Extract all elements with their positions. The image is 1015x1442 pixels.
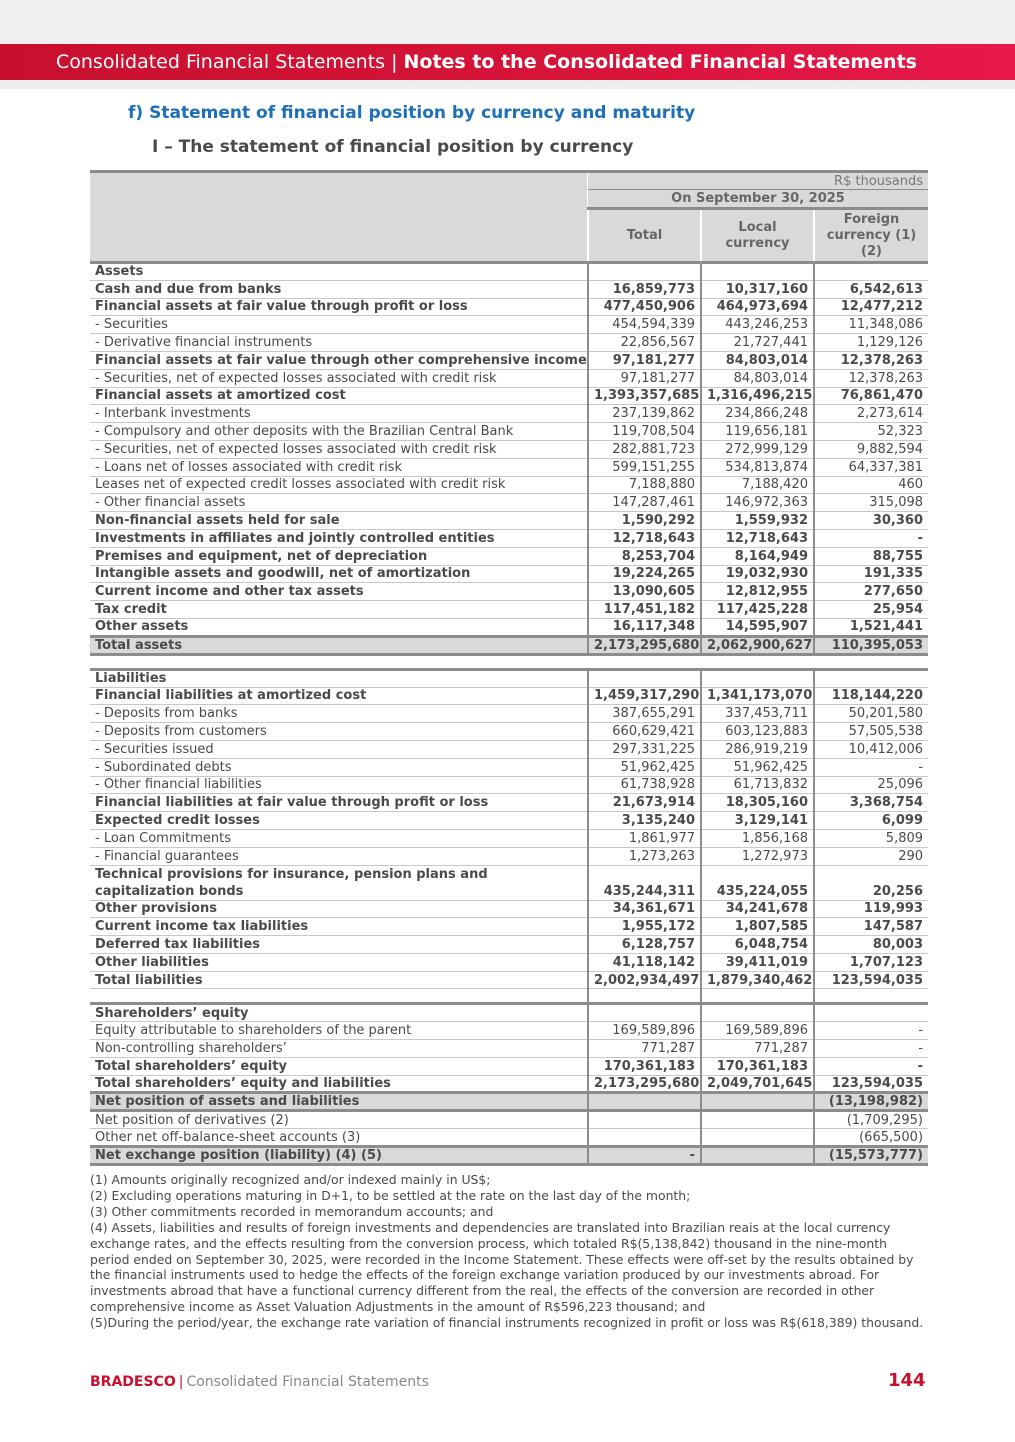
table-row bbox=[90, 1093, 928, 1111]
table-row bbox=[90, 829, 928, 847]
row-label: Investments in affiliates and jointly controlled entities bbox=[90, 529, 588, 547]
cell-foreign: 64,337,381 bbox=[814, 458, 928, 476]
cell-local: 7,188,420 bbox=[701, 476, 814, 494]
cell-local: 771,287 bbox=[701, 1040, 814, 1058]
cell-local: 1,316,496,215 bbox=[701, 387, 814, 405]
section-title bbox=[128, 103, 695, 123]
table-row bbox=[90, 918, 928, 936]
table-row bbox=[90, 723, 928, 741]
table-row bbox=[90, 971, 928, 989]
section-title-text: Statement of financial position by currency and maturity bbox=[149, 103, 696, 123]
sub-title: I – The statement of financial position by currency bbox=[152, 137, 634, 157]
cell-total: 21,673,914 bbox=[588, 794, 701, 812]
cell-local: 337,453,711 bbox=[701, 705, 814, 723]
cell-total: 147,287,461 bbox=[588, 494, 701, 512]
cell-total: 97,181,277 bbox=[588, 369, 701, 387]
table-row bbox=[90, 812, 928, 830]
cell-local: 8,164,949 bbox=[701, 547, 814, 565]
spacer-cell bbox=[90, 989, 588, 1004]
row-label: - Securities, net of expected losses associated with credit risk bbox=[90, 369, 588, 387]
cell-local: 2,049,701,645 bbox=[701, 1075, 814, 1093]
table-row bbox=[90, 865, 928, 900]
row-label: Net position of derivatives (2) bbox=[90, 1111, 588, 1129]
footnote: (5)During the period/year, the exchange rate variation of financial instruments recognized in profit or loss was R$(618,389) thousand. bbox=[90, 1315, 924, 1331]
cell-local: 19,032,930 bbox=[701, 565, 814, 583]
table-row bbox=[90, 669, 928, 687]
cell-local: 464,973,694 bbox=[701, 298, 814, 316]
cell-foreign: 80,003 bbox=[814, 936, 928, 954]
cell-local: 1,856,168 bbox=[701, 829, 814, 847]
table-row bbox=[90, 565, 928, 583]
cell-local bbox=[701, 1111, 814, 1129]
spacer-cell bbox=[588, 989, 701, 1004]
table-row bbox=[90, 529, 928, 547]
cell-local: 18,305,160 bbox=[701, 794, 814, 812]
table-row bbox=[90, 476, 928, 494]
cell-foreign: 1,129,126 bbox=[814, 334, 928, 352]
cell-total: 170,361,183 bbox=[588, 1057, 701, 1075]
cell-total: 435,244,311 bbox=[588, 865, 701, 900]
table-row bbox=[90, 423, 928, 441]
cell-foreign: 123,594,035 bbox=[814, 971, 928, 989]
cell-foreign: 12,378,263 bbox=[814, 351, 928, 369]
cell-total: 97,181,277 bbox=[588, 351, 701, 369]
cell-local: 10,317,160 bbox=[701, 280, 814, 298]
cell-total: 2,173,295,680 bbox=[588, 636, 701, 654]
row-label: - Deposits from customers bbox=[90, 723, 588, 741]
cell-foreign: 12,477,212 bbox=[814, 298, 928, 316]
spacer-cell bbox=[90, 654, 588, 669]
cell-local: 84,803,014 bbox=[701, 369, 814, 387]
row-label: Other assets bbox=[90, 618, 588, 636]
table-row bbox=[90, 351, 928, 369]
footer-separator: | bbox=[178, 1374, 184, 1390]
cell-foreign: 3,368,754 bbox=[814, 794, 928, 812]
cell-foreign: 6,542,613 bbox=[814, 280, 928, 298]
cell-local: 12,812,955 bbox=[701, 583, 814, 601]
row-label: - Financial guarantees bbox=[90, 847, 588, 865]
cell-total: 16,859,773 bbox=[588, 280, 701, 298]
cell-foreign: 460 bbox=[814, 476, 928, 494]
cell-total bbox=[588, 1111, 701, 1129]
cell-total: 771,287 bbox=[588, 1040, 701, 1058]
cell-local: 1,807,585 bbox=[701, 918, 814, 936]
unit-row bbox=[90, 172, 928, 190]
cell-local bbox=[701, 1147, 814, 1165]
table-row bbox=[90, 512, 928, 530]
cell-local: 6,048,754 bbox=[701, 936, 814, 954]
cell-total: 282,881,723 bbox=[588, 440, 701, 458]
row-label: - Interbank investments bbox=[90, 405, 588, 423]
cell-local bbox=[701, 1129, 814, 1147]
row-label: - Loans net of losses associated with credit risk bbox=[90, 458, 588, 476]
cell-total: 237,139,862 bbox=[588, 405, 701, 423]
cell-local: 286,919,219 bbox=[701, 740, 814, 758]
table-row bbox=[90, 280, 928, 298]
table-row bbox=[90, 547, 928, 565]
header-section: Consolidated Financial Statements bbox=[56, 51, 386, 73]
cell-local bbox=[701, 1004, 814, 1022]
col-header-foreign: Foreign currency (1) (2) bbox=[814, 209, 928, 263]
col-header-total: Total bbox=[588, 209, 701, 263]
cell-local: 117,425,228 bbox=[701, 601, 814, 619]
table-row bbox=[90, 705, 928, 723]
under-strip bbox=[0, 80, 1015, 89]
cell-total: 1,590,292 bbox=[588, 512, 701, 530]
row-label: Other net off-balance-sheet accounts (3) bbox=[90, 1129, 588, 1147]
row-label: - Securities bbox=[90, 316, 588, 334]
cell-foreign: 147,587 bbox=[814, 918, 928, 936]
cell-total: 41,118,142 bbox=[588, 953, 701, 971]
row-label: Financial assets at amortized cost bbox=[90, 387, 588, 405]
cell-local: 603,123,883 bbox=[701, 723, 814, 741]
spacer-row bbox=[90, 989, 928, 1004]
cell-local bbox=[701, 1093, 814, 1111]
cell-foreign: 30,360 bbox=[814, 512, 928, 530]
row-label: Total assets bbox=[90, 636, 588, 654]
spacer-cell bbox=[814, 654, 928, 669]
footer-brand: BRADESCO bbox=[90, 1374, 176, 1390]
row-label: Premises and equipment, net of depreciation bbox=[90, 547, 588, 565]
row-label: Other liabilities bbox=[90, 953, 588, 971]
cell-total: 19,224,265 bbox=[588, 565, 701, 583]
cell-local: 435,224,055 bbox=[701, 865, 814, 900]
row-label: Leases net of expected credit losses associated with credit risk bbox=[90, 476, 588, 494]
table-row bbox=[90, 1129, 928, 1147]
cell-local: 1,341,173,070 bbox=[701, 687, 814, 705]
cell-foreign: 11,348,086 bbox=[814, 316, 928, 334]
table-row bbox=[90, 1022, 928, 1040]
spacer-row bbox=[90, 654, 928, 669]
cell-total: 1,955,172 bbox=[588, 918, 701, 936]
table-row bbox=[90, 758, 928, 776]
table-row bbox=[90, 740, 928, 758]
row-label: Technical provisions for insurance, pension plans and capitalization bonds bbox=[90, 865, 588, 900]
cell-foreign bbox=[814, 1004, 928, 1022]
cell-foreign: 25,954 bbox=[814, 601, 928, 619]
cell-total bbox=[588, 1004, 701, 1022]
cell-foreign: 191,335 bbox=[814, 565, 928, 583]
row-label: Cash and due from banks bbox=[90, 280, 588, 298]
cell-foreign: 52,323 bbox=[814, 423, 928, 441]
cell-local: 169,589,896 bbox=[701, 1022, 814, 1040]
cell-total bbox=[588, 1129, 701, 1147]
cell-foreign: 25,096 bbox=[814, 776, 928, 794]
cell-total: 12,718,643 bbox=[588, 529, 701, 547]
row-label: Net position of assets and liabilities bbox=[90, 1093, 588, 1111]
table-row bbox=[90, 298, 928, 316]
cell-total: - bbox=[588, 1147, 701, 1165]
row-label: - Derivative financial instruments bbox=[90, 334, 588, 352]
cell-foreign: 123,594,035 bbox=[814, 1075, 928, 1093]
row-label: Financial liabilities at fair value through profit or loss bbox=[90, 794, 588, 812]
cell-local: 146,972,363 bbox=[701, 494, 814, 512]
table-row bbox=[90, 847, 928, 865]
cell-foreign: - bbox=[814, 1057, 928, 1075]
cell-foreign: 290 bbox=[814, 847, 928, 865]
table-row bbox=[90, 405, 928, 423]
unit-label: R$ thousands bbox=[588, 172, 928, 190]
financial-position-table bbox=[90, 170, 928, 1166]
footer-text: Consolidated Financial Statements bbox=[186, 1374, 429, 1390]
row-label: Total liabilities bbox=[90, 971, 588, 989]
cell-local: 51,962,425 bbox=[701, 758, 814, 776]
cell-local: 84,803,014 bbox=[701, 351, 814, 369]
cell-total: 599,151,255 bbox=[588, 458, 701, 476]
row-label: - Deposits from banks bbox=[90, 705, 588, 723]
row-label: Tax credit bbox=[90, 601, 588, 619]
cell-local bbox=[701, 263, 814, 281]
cell-local: 1,272,973 bbox=[701, 847, 814, 865]
cell-foreign: 9,882,594 bbox=[814, 440, 928, 458]
row-label: Financial assets at fair value through other comprehensive income bbox=[90, 351, 588, 369]
cell-foreign: (1,709,295) bbox=[814, 1111, 928, 1129]
table-row bbox=[90, 1147, 928, 1165]
cell-local: 1,559,932 bbox=[701, 512, 814, 530]
cell-foreign: 118,144,220 bbox=[814, 687, 928, 705]
footnote: (4) Assets, liabilities and results of foreign investments and dependencies are translated into Brazilian reais at the local currency exchange rates, and the effects resulting from the conversion process, which totaled R$(5,138,842) thousand in the nine-month period ended on September 30, 2025, were recorded in the Income Statement. These effects were off-set by the results obtained by the financial instruments used to hedge the effects of the foreign exchange variation produced by our investments abroad. For investments abroad that have a functional currency different from the real, the effects of the conversion are recorded in other comprehensive income as Asset Valuation Adjustments in the amount of R$596,223 thousand; and bbox=[90, 1219, 914, 1315]
row-label: Net exchange position (liability) (4) (5) bbox=[90, 1147, 588, 1165]
row-label: Current income tax liabilities bbox=[90, 918, 588, 936]
cell-foreign: 57,505,538 bbox=[814, 723, 928, 741]
table-row bbox=[90, 794, 928, 812]
cell-total: 297,331,225 bbox=[588, 740, 701, 758]
cell-total: 1,861,977 bbox=[588, 829, 701, 847]
table-row bbox=[90, 900, 928, 918]
cell-local: 12,718,643 bbox=[701, 529, 814, 547]
cell-total: 1,273,263 bbox=[588, 847, 701, 865]
table-row bbox=[90, 1057, 928, 1075]
row-label: - Compulsory and other deposits with the Brazilian Central Bank bbox=[90, 423, 588, 441]
row-label: Expected credit losses bbox=[90, 812, 588, 830]
cell-total: 8,253,704 bbox=[588, 547, 701, 565]
cell-foreign: 88,755 bbox=[814, 547, 928, 565]
header-subsection: Notes to the Consolidated Financial Statements bbox=[403, 51, 917, 73]
cell-local bbox=[701, 669, 814, 687]
cell-total bbox=[588, 1093, 701, 1111]
row-label: Non-controlling shareholders’ bbox=[90, 1040, 588, 1058]
spacer-cell bbox=[814, 989, 928, 1004]
cell-total: 34,361,671 bbox=[588, 900, 701, 918]
col-header-local: Local currency bbox=[701, 209, 814, 263]
header-label-cell bbox=[90, 172, 588, 263]
cell-local: 443,246,253 bbox=[701, 316, 814, 334]
page-number: 144 bbox=[888, 1370, 926, 1391]
cell-total: 1,393,357,685 bbox=[588, 387, 701, 405]
cell-foreign: - bbox=[814, 1022, 928, 1040]
table-row bbox=[90, 618, 928, 636]
cell-foreign: 110,395,053 bbox=[814, 636, 928, 654]
cell-foreign: 1,521,441 bbox=[814, 618, 928, 636]
header-banner bbox=[0, 44, 1015, 80]
row-label: Current income and other tax assets bbox=[90, 583, 588, 601]
cell-foreign: (665,500) bbox=[814, 1129, 928, 1147]
table-row bbox=[90, 494, 928, 512]
cell-total: 1,459,317,290 bbox=[588, 687, 701, 705]
cell-total: 477,450,906 bbox=[588, 298, 701, 316]
cell-foreign: 76,861,470 bbox=[814, 387, 928, 405]
section-letter: f) bbox=[128, 103, 144, 123]
cell-total: 660,629,421 bbox=[588, 723, 701, 741]
row-label: - Other financial liabilities bbox=[90, 776, 588, 794]
cell-local: 14,595,907 bbox=[701, 618, 814, 636]
cell-foreign: 315,098 bbox=[814, 494, 928, 512]
table-row bbox=[90, 601, 928, 619]
row-label: Intangible assets and goodwill, net of amortization bbox=[90, 565, 588, 583]
cell-foreign: 20,256 bbox=[814, 865, 928, 900]
row-label: - Securities issued bbox=[90, 740, 588, 758]
top-strip bbox=[0, 0, 1015, 44]
cell-foreign: 6,099 bbox=[814, 812, 928, 830]
row-label: Non-financial assets held for sale bbox=[90, 512, 588, 530]
table-row bbox=[90, 263, 928, 281]
cell-local: 39,411,019 bbox=[701, 953, 814, 971]
cell-foreign: - bbox=[814, 529, 928, 547]
row-label: - Other financial assets bbox=[90, 494, 588, 512]
date-label: On September 30, 2025 bbox=[588, 190, 928, 209]
row-label: Total shareholders’ equity and liabilities bbox=[90, 1075, 588, 1093]
row-label: Deferred tax liabilities bbox=[90, 936, 588, 954]
row-label: Other provisions bbox=[90, 900, 588, 918]
cell-total: 13,090,605 bbox=[588, 583, 701, 601]
table-row bbox=[90, 636, 928, 654]
cell-total: 117,451,182 bbox=[588, 601, 701, 619]
table-row bbox=[90, 776, 928, 794]
cell-total: 61,738,928 bbox=[588, 776, 701, 794]
footnotes bbox=[90, 1172, 930, 1331]
row-label: - Loan Commitments bbox=[90, 829, 588, 847]
cell-local: 2,062,900,627 bbox=[701, 636, 814, 654]
cell-foreign: 50,201,580 bbox=[814, 705, 928, 723]
footer bbox=[90, 1374, 429, 1390]
cell-local: 119,656,181 bbox=[701, 423, 814, 441]
cell-local: 3,129,141 bbox=[701, 812, 814, 830]
cell-foreign bbox=[814, 669, 928, 687]
cell-foreign: 1,707,123 bbox=[814, 953, 928, 971]
cell-local: 170,361,183 bbox=[701, 1057, 814, 1075]
table-row bbox=[90, 458, 928, 476]
spacer-cell bbox=[701, 989, 814, 1004]
table-row bbox=[90, 1004, 928, 1022]
cell-total: 51,962,425 bbox=[588, 758, 701, 776]
cell-foreign bbox=[814, 263, 928, 281]
table-row bbox=[90, 334, 928, 352]
footnote: (2) Excluding operations maturing in D+1, to be settled at the rate on the last day of the month; bbox=[90, 1187, 691, 1203]
cell-total: 169,589,896 bbox=[588, 1022, 701, 1040]
table-row bbox=[90, 387, 928, 405]
row-label: Liabilities bbox=[90, 669, 588, 687]
table-row bbox=[90, 583, 928, 601]
cell-total: 7,188,880 bbox=[588, 476, 701, 494]
cell-total bbox=[588, 669, 701, 687]
cell-local: 21,727,441 bbox=[701, 334, 814, 352]
table-row bbox=[90, 1040, 928, 1058]
cell-total: 387,655,291 bbox=[588, 705, 701, 723]
cell-foreign: - bbox=[814, 758, 928, 776]
cell-total: 3,135,240 bbox=[588, 812, 701, 830]
cell-local: 234,866,248 bbox=[701, 405, 814, 423]
spacer-cell bbox=[701, 654, 814, 669]
row-label: Equity attributable to shareholders of the parent bbox=[90, 1022, 588, 1040]
cell-foreign: 119,993 bbox=[814, 900, 928, 918]
cell-foreign: 277,650 bbox=[814, 583, 928, 601]
cell-local: 61,713,832 bbox=[701, 776, 814, 794]
cell-local: 534,813,874 bbox=[701, 458, 814, 476]
table-row bbox=[90, 369, 928, 387]
cell-total: 6,128,757 bbox=[588, 936, 701, 954]
footnote: (3) Other commitments recorded in memorandum accounts; and bbox=[90, 1203, 494, 1219]
cell-local: 1,879,340,462 bbox=[701, 971, 814, 989]
cell-total: 2,002,934,497 bbox=[588, 971, 701, 989]
row-label: - Subordinated debts bbox=[90, 758, 588, 776]
table-row bbox=[90, 1111, 928, 1129]
cell-total: 119,708,504 bbox=[588, 423, 701, 441]
cell-foreign: 5,809 bbox=[814, 829, 928, 847]
cell-total: 454,594,339 bbox=[588, 316, 701, 334]
table-row bbox=[90, 936, 928, 954]
table-row bbox=[90, 953, 928, 971]
row-label: Assets bbox=[90, 263, 588, 281]
cell-foreign: - bbox=[814, 1040, 928, 1058]
row-label: Shareholders’ equity bbox=[90, 1004, 588, 1022]
table-row bbox=[90, 440, 928, 458]
table-row bbox=[90, 316, 928, 334]
cell-total: 2,173,295,680 bbox=[588, 1075, 701, 1093]
row-label: Financial liabilities at amortized cost bbox=[90, 687, 588, 705]
cell-foreign: 12,378,263 bbox=[814, 369, 928, 387]
table-row bbox=[90, 1075, 928, 1093]
row-label: Financial assets at fair value through profit or loss bbox=[90, 298, 588, 316]
header-separator: | bbox=[391, 51, 398, 73]
row-label: Total shareholders’ equity bbox=[90, 1057, 588, 1075]
cell-foreign: (13,198,982) bbox=[814, 1093, 928, 1111]
cell-total: 22,856,567 bbox=[588, 334, 701, 352]
cell-foreign: 10,412,006 bbox=[814, 740, 928, 758]
cell-foreign: (15,573,777) bbox=[814, 1147, 928, 1165]
spacer-cell bbox=[588, 654, 701, 669]
row-label: - Securities, net of expected losses associated with credit risk bbox=[90, 440, 588, 458]
cell-local: 272,999,129 bbox=[701, 440, 814, 458]
cell-local: 34,241,678 bbox=[701, 900, 814, 918]
footnote: (1) Amounts originally recognized and/or indexed mainly in US$; bbox=[90, 1172, 491, 1187]
cell-total bbox=[588, 263, 701, 281]
cell-foreign: 2,273,614 bbox=[814, 405, 928, 423]
cell-total: 16,117,348 bbox=[588, 618, 701, 636]
table-row bbox=[90, 687, 928, 705]
